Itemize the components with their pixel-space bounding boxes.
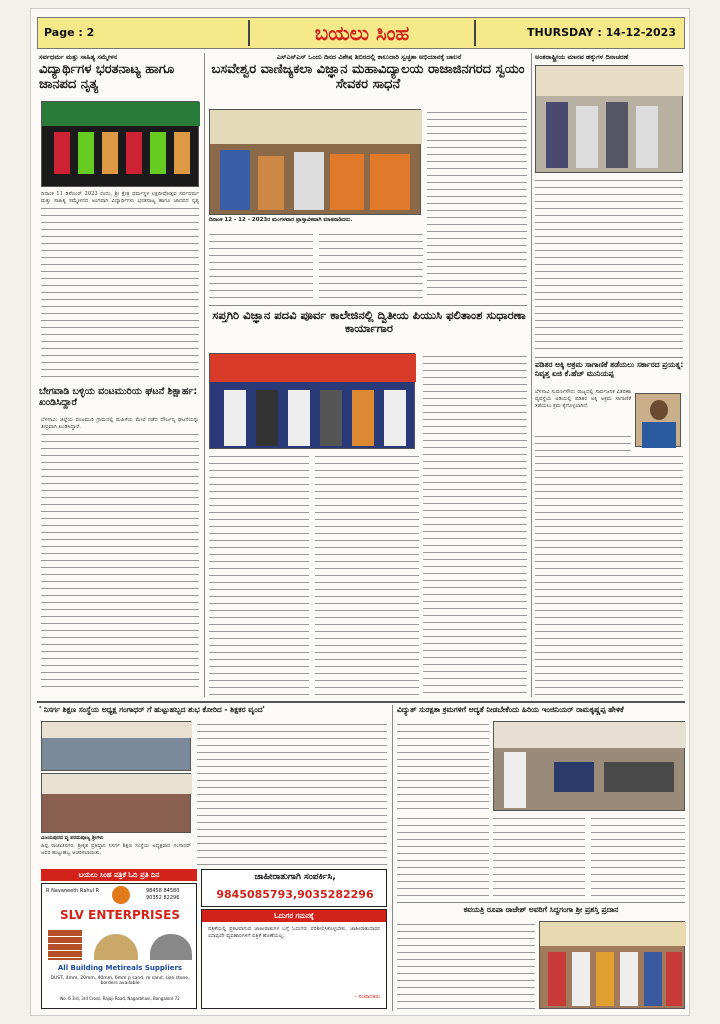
award-photo: [539, 921, 685, 1009]
notice-title: ಓದುಗರ ಗಮನಕ್ಕೆ: [202, 910, 386, 922]
column-rule: [531, 53, 532, 697]
om-icon: [112, 886, 130, 904]
bottom-left-headline: ' ನಿಸರ್ಗ ಶಿಕ್ಷಣ ಸಂಸ್ಥೆಯ ಅಧ್ಯಕ್ಷ ಗಂಗಾಧರ್ ಗೆ ಹುಟ್ಟುಹಬ್ಬದ ಶುಭ ಕೋರಿದ - ಶಿಕ್ಷಕರ ವೃಂದ': [39, 705, 265, 714]
mid2-text-a: [209, 453, 309, 697]
bottom-right-headline: ವಿದ್ಯುತ್ ಸುರಕ್ಷತಾ ಕ್ರಮಗಳಿಗೆ ಆದ್ಯತೆ ನೀಡಬೇಕೆಂದು ಹಿರಿಯ ಇಂಜಿನಿಯರ್ ರಾಮಕೃಷ್ಣಪ್ಪ ಹೇಳಿಕೆ: [397, 705, 624, 714]
bottom-left-text: [197, 721, 387, 865]
column-rule: [204, 53, 205, 697]
engineer-photo: [493, 721, 685, 811]
left-article2-body: ಬೆಳಗಾವಿ: ಜಿಲ್ಲೆಯ ವಂಟಮುರಿ ಗ್ರಾಮದಲ್ಲಿ ಮಹಿಳೆಯ ಮೇಲೆ ನಡೆದ ದೌರ್ಜನ್ಯ ಘಟನೆಯನ್ನು ತೀವ್ರವಾಗಿ ಖಂಡಿಸಿದ್ದಾರೆ.: [41, 417, 199, 430]
portrait-photo: [635, 393, 681, 447]
right-article2-text-b: [535, 453, 683, 697]
ad-phone-1: 98458 84580: [146, 888, 180, 894]
mid-headline-2: ಸಪ್ತಗಿರಿ ವಿಜ್ಞಾನ ಪದವಿ ಪೂರ್ವ ಕಾಲೇಜಿನಲ್ಲಿ ದ್ವಿತೀಯ ಪಿಯುಸಿ ಫಲಿತಾಂಶ ಸುಧಾರಣಾ ಕಾರ್ಯಾಗಾರ: [212, 308, 526, 336]
mid-article-text-c: [427, 109, 527, 301]
mid-photo-caption: ದಿನಾಂಕ 12 - 12 - 2023ರ ಮಂಗಳವಾರ ಪ್ರಾಸ್ತಾವಿಕವಾಗಿ ಮಾತನಾಡಿದರು.: [209, 217, 353, 223]
newspaper-page: [30, 8, 690, 1016]
ad-products: DUST, 4mm, 20mm, 40mm, 6mm p sand, m sand, size stone, borders available: [50, 976, 190, 986]
sand-pile-icon: [94, 934, 138, 960]
stone-pile-icon: [150, 934, 192, 960]
right-article2-body: ಬೆಳಗಾವಿ ಸುವರ್ಣಸೌಧ: ರಾಜ್ಯದಲ್ಲಿ ಸಾರ್ವಜನಿಕ ವಿತರಣಾ ವ್ಯವಸ್ಥೆಯ ಅಡಿಯಲ್ಲಿ ಪಡಿತರ ಅಕ್ಕಿ ಅಕ್ರಮ ಸಾಗಾಣಿಕೆ ತಡೆಯಲು ಕ್ರಮ ಕೈಗೊಳ್ಳಲಾಗಿದೆ.: [535, 389, 631, 409]
classified-title: ಜಾಹೀರಾತುಗಾಗಿ ಸಂಪರ್ಕಿಸಿ,: [254, 872, 336, 882]
mid2-text-b: [315, 453, 419, 697]
masthead: [37, 17, 685, 49]
mid-article-text-b: [319, 231, 423, 301]
mid-headline: ಬಸವೇಶ್ವರ ವಾಣಿಜ್ಯಕಲಾ ವಿಜ್ಞಾನ ಮಹಾವಿದ್ಯಾಲಯ ರಾಜಾಜಿನಗರದ ಸ್ವಯಂ ಸೇವಕರ ಸಾಧನೆ: [211, 62, 525, 92]
slv-enterprises-ad: [41, 883, 197, 1009]
left-article2-text: [41, 431, 199, 693]
mid-article-text-a: [209, 231, 313, 301]
birthday-photo-1: [41, 721, 191, 771]
left-headline-2: ಬೇಗವಾಡಿ ಬಳ್ಳಿಯ ವಂಟಮುರಿಯ ಘಟನೆ ಶಿಕ್ಷಾರ್ಹ: ಖಂಡಿಸಿದ್ದಾರೆ: [39, 386, 198, 408]
classified-phone: 9845085793,9035282296: [216, 888, 374, 901]
left-article-text: [41, 205, 199, 383]
ad-company-name: SLV ENTERPRISES: [60, 908, 180, 922]
bottom-right2-text: [397, 921, 535, 1009]
right-article2-text: [535, 433, 631, 453]
mid-kicker: ಎಸ್‌ಎಸ್‌ಎಸ್ ಒಂದು ದಿನದ ವಿಶೇಷ ಶಿಬಿರದಲ್ಲಿ ಕಾಲುದಾರಿ ಸ್ವಚ್ಛತಾ ಅಭಿಯಾನಕ್ಕೆ ಚಾಲನೆ: [276, 53, 462, 61]
issue-date: THURSDAY : 14-12-2023: [526, 26, 676, 39]
mid2-text-c: [423, 353, 527, 697]
readers-notice: [201, 909, 387, 1009]
notice-signature: - ಸಂಪಾದಕರು: [354, 994, 380, 1000]
right-article-text: [535, 177, 683, 353]
workshop-photo: [209, 353, 415, 449]
bottom-left-body: ಹಿಪ್ಪ ರಾಜಾಜಿನಗರ: ಶ್ರೀಕೃತ ಪ್ರತಿಷ್ಠಾನ ನಿಸರ್ಗ ಶಿಕ್ಷಣ ಸಂಸ್ಥೆಯ ಅಧ್ಯಕ್ಷರಾದ ಗಂಗಾಧರ್ ಅವರ ಹುಟ್ಟುಹಬ್ಬ ಆಚರಿಸಲಾಯಿತು.: [41, 843, 191, 856]
bottom-right-text-c: [493, 815, 585, 899]
birthday-photo-2: [41, 773, 191, 833]
right-headline-2: ಪಡಿತರ ಅಕ್ಕಿ ಅಕ್ರಮ ಸಾಗಾಣಿಕೆ ತಡೆಯಲು ಸರ್ಕಾರದ ಪ್ರಯತ್ನ: ನಿವೃತ್ತ ಐಜಿ ಕೆ.ಹೆಚ್ ಮುನಿಯಪ್ಪ: [535, 360, 684, 378]
bottom-left-caption: ವಿಜಯಪುರದ ವ್ಯ ಪರಮಪೂಜ್ಯ ಶ್ರೀಗಳು: [41, 835, 104, 841]
paper-promo-banner: ಬಯಲು ಸಿಂಹ ಪತ್ರಿಕೆ ಓದಿ ಪ್ರತಿ ದಿನ: [41, 869, 197, 881]
right-divider: [535, 357, 683, 358]
college-event-photo: [209, 109, 421, 215]
ad-address: No. 6 3rd, 3rd Cross, Rajaji Road, Nagarbhavi, Bangalore 72: [60, 996, 180, 1001]
dance-photo: [41, 101, 199, 187]
ad-tagline: All Building Metireals Suppliers: [57, 964, 183, 972]
mid-divider: [209, 305, 527, 306]
bottom-right-headline-2: ಕವಯತ್ರಿ ರೂಪಾ ರಾಜೇಶ್ ಅವರಿಗೆ ಸಿದ್ದಗಂಗಾ ಶ್ರೀ ಪ್ರಶಸ್ತಿ ಪ್ರದಾನ: [463, 905, 619, 914]
left-article-body: ದಿನಾಂಕ 11 ಡಿಸೆಂಬರ್ 2023 ರಂದು, ಶ್ರೀ ಕ್ಷೇತ್ರ ಧರ್ಮಸ್ಥಳ ಲಕ್ಷದೀಪೋತ್ಸವ ಸರ್ವಧರ್ಮ ಮತ್ತು ಸಾಹಿತ್ಯ ಸಮ್ಮೇಳನದ ಅಂಗವಾಗಿ ವಿದ್ಯಾರ್ಥಿಗಳು ಭರತನಾಟ್ಯ ಹಾಗೂ ಜಾನಪದ ನೃತ್ಯ: [41, 191, 199, 204]
bottom-right-text-a: [397, 721, 489, 811]
masthead-title: ಬಯಲು ಸಿಂಹ: [248, 20, 476, 46]
bottom-right-text-d: [591, 815, 685, 899]
bottom-right-text-b: [397, 815, 489, 899]
right-kicker: ಅಂತರಾಷ್ಟ್ರೀಯ ಮಾನವ ಹಕ್ಕುಗಳ ದಿನಾಚರಣೆ: [535, 53, 629, 61]
human-rights-photo: [535, 65, 683, 173]
page-number: Page : 2: [44, 26, 95, 39]
section-divider: [37, 701, 685, 703]
ad-phone-2: 90352 82296: [146, 895, 180, 901]
left-kicker: ಸರ್ವಧರ್ಮ ಮತ್ತು ಸಾಹಿತ್ಯ ಸಮ್ಮೇಳನ: [39, 53, 118, 61]
bottom-right-divider: [397, 902, 685, 903]
classified-box: [201, 869, 387, 907]
left-headline: ವಿದ್ಯಾರ್ಥಿಗಳ ಭರತನಾಟ್ಯ ಹಾಗೂ ಜಾನಪದ ನೃತ್ಯ: [39, 62, 175, 92]
column-rule: [392, 705, 393, 1011]
ad-names: R Navaneeth Rahul R: [46, 888, 100, 894]
brick-icon: [48, 930, 82, 960]
notice-body: ಪತ್ರಿಕೆಯಲ್ಲಿ ಪ್ರಕಟವಾಗುವ ಜಾಹೀರಾತುಗಳ ಬಗ್ಗೆ ಓದುಗರು ಪರಿಶೀಲಿಸಿಕೊಳ್ಳಬೇಕು. ಜಾಹೀರಾತುದಾರರ ಯಾವುದೇ ವ್ಯವಹಾರಗಳಿಗೆ ಪತ್ರಿಕೆ ಹೊಣೆಯಲ್ಲ.: [208, 926, 380, 939]
